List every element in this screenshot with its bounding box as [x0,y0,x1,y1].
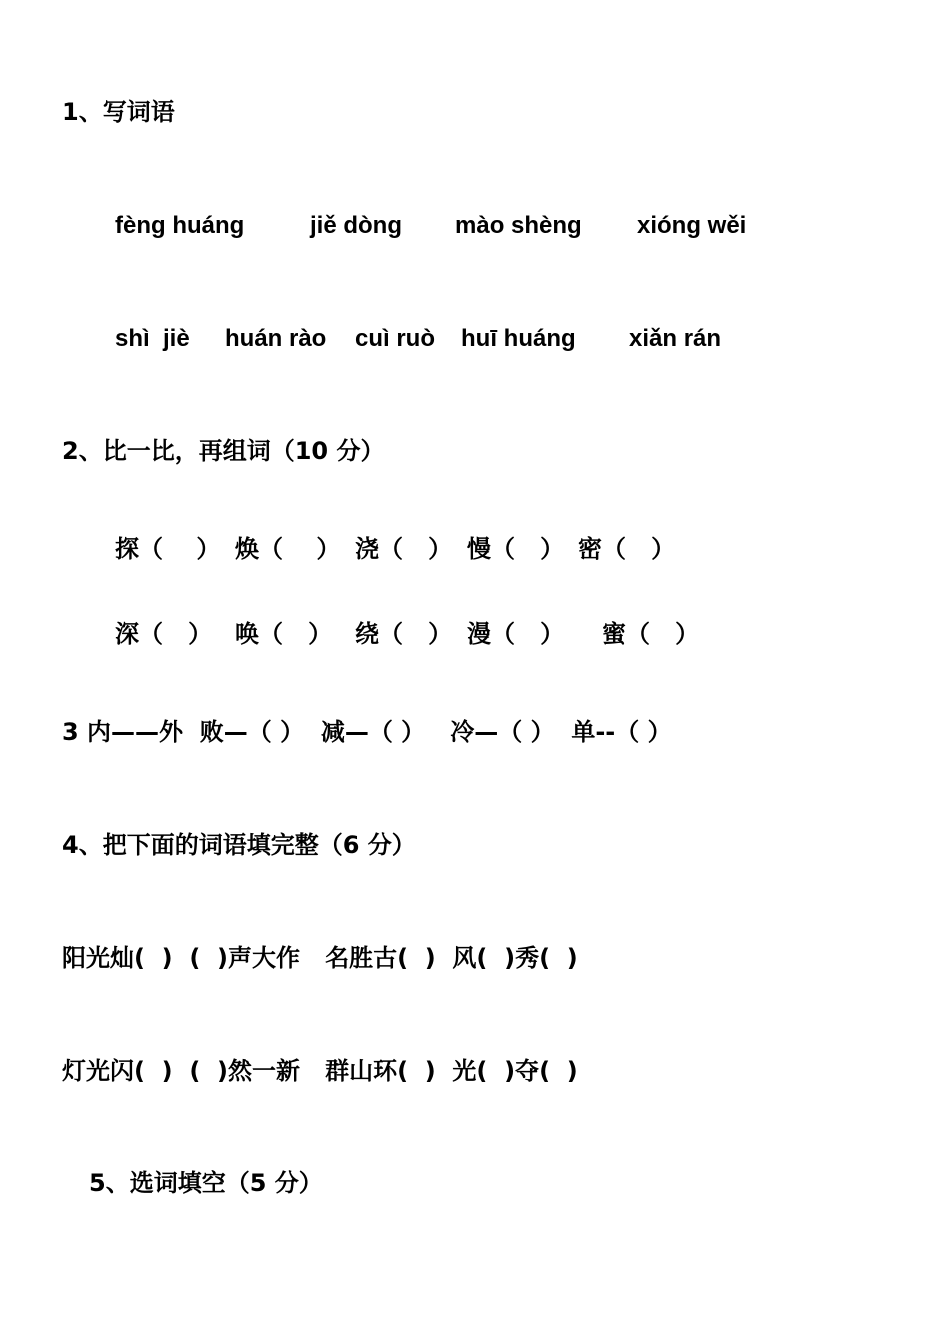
compare-item: 唤（ ） [235,620,333,648]
pinyin-word: huī huánɡ [461,325,576,352]
pinyin-word: fènɡ huánɡ [115,212,245,239]
compare-item: 浇（ ） [355,535,453,563]
compare-item: 深（ ） [115,620,213,648]
pinyin-word: mào shènɡ [455,212,582,239]
pinyin-word: xiónɡ wěi [637,212,747,239]
compare-item: 绕（ ） [355,620,453,648]
compare-item: 焕（ ） [235,535,341,563]
compare-item: 探（ ） [115,535,221,563]
q3-line: 3 内——外 败—（ ） 减—（ ） 冷—（ ） 单--（ ） [62,718,672,746]
compare-item: 密（ ） [578,535,676,563]
compare-item: 漫（ ） [467,620,565,648]
q2-title: 2、比一比，再组词（10 分） [62,437,385,465]
pinyin-word: cuì ruò [355,325,436,352]
q1-title: 1、写词语 [62,98,175,126]
compare-item: 蜜（ ） [602,620,700,648]
pinyin-word: shì jiè [115,325,190,352]
fill-idiom-row: 阳光灿( ) ( )声大作 名胜古( ) 风( )秀( ) [62,944,578,972]
pinyin-word: huán rào [225,325,327,352]
fill-idiom-row: 灯光闪( ) ( )然一新 群山环( ) 光( )夺( ) [62,1057,578,1085]
q4-title: 4、把下面的词语填完整（6 分） [62,831,416,859]
pinyin-word: jiě dònɡ [310,212,402,239]
pinyin-word: xiǎn rán [629,325,722,352]
compare-item: 慢（ ） [467,535,565,563]
q5-title: 5、选词填空（5 分） [89,1169,323,1197]
